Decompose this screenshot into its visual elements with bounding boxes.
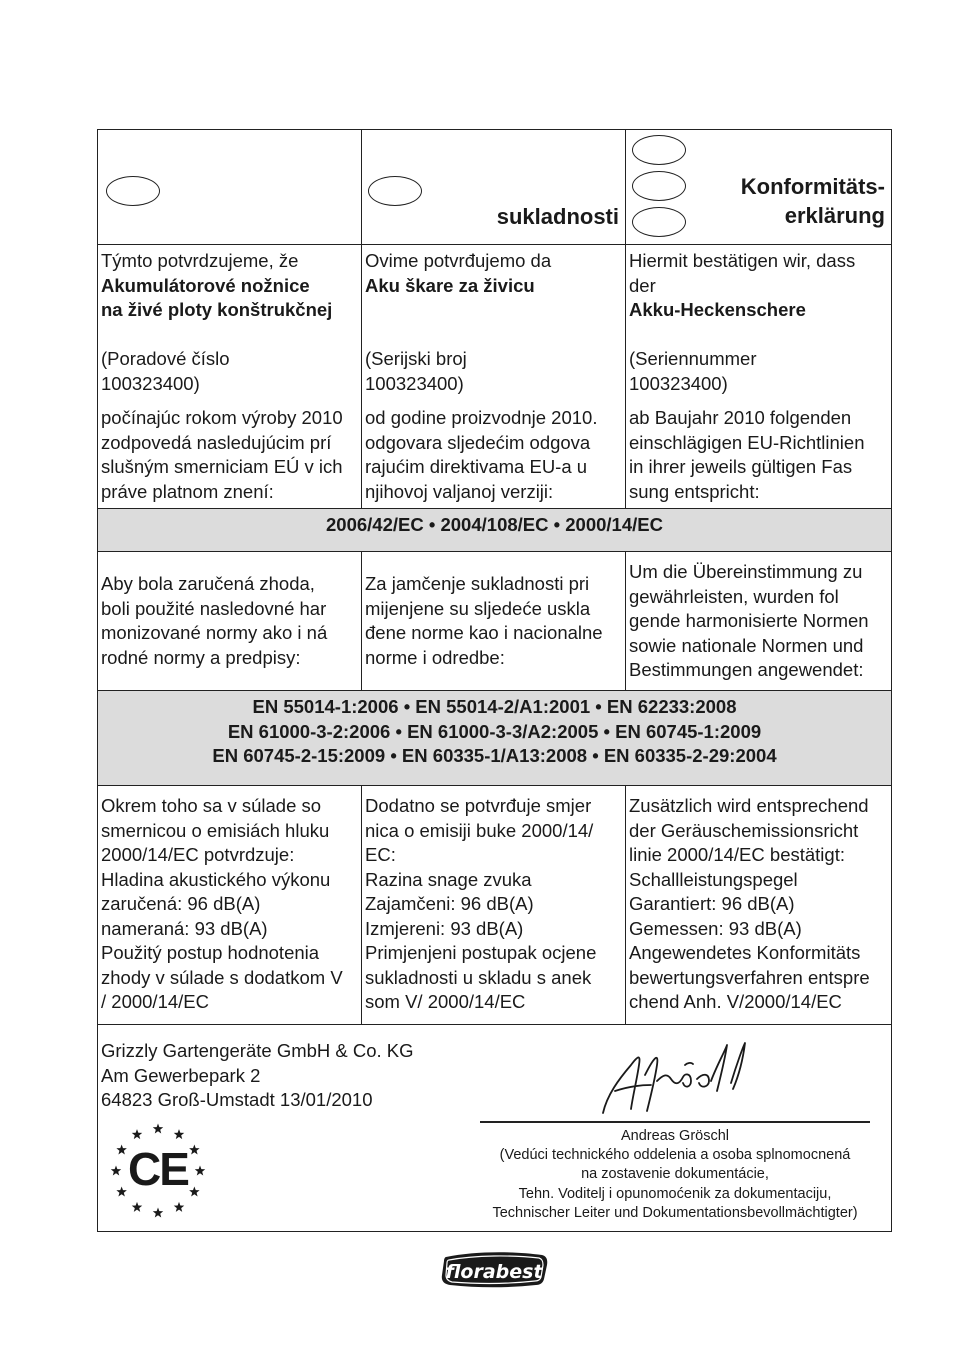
- intro-cell-sk: Týmto potvrdzujeme, že Akumulátorové nožnice na živé ploty konštrukčnej (Poradové číslo 100323400) počínajúc rokom výroby 2010 zodpovedá nasledujúcim prí slušným smerniciam EÚ v ich práve platnom znení:: [98, 245, 362, 509]
- signer-block: Andreas Gröschl (Vedúci technického oddelenia a osoba splnomocnená na zostavenie dokumentácie, Tehn. Voditelj i opunomoćenik za dokumentaciju, Technischer Leiter und Dokumentationsbevollmächtigter): [470, 1127, 880, 1223]
- norms-cell-hr: Za jamčenje sukladnosti pri mijenjene su sljedeće uskla đene norme kao i nacionalne norme i odredbe:: [362, 552, 626, 691]
- intro-row: [98, 245, 892, 509]
- norms-cell-de: Um die Übereinstimmung zu gewährleisten, wurden fol gende harmonisierte Normen sowie nationale Normen und Bestimmungen angewendet:: [626, 552, 892, 691]
- eu-star-icon: [174, 1129, 184, 1139]
- norms-row: [98, 552, 892, 691]
- eu-star-icon: [189, 1145, 199, 1155]
- signature-line: [480, 1121, 870, 1123]
- florabest-logo: [438, 1245, 550, 1289]
- signer-name: Andreas Gröschl: [621, 1128, 729, 1144]
- eu-star-icon: [116, 1187, 126, 1197]
- standards-row: [98, 691, 892, 786]
- eu-star-icon: [111, 1166, 121, 1176]
- noise-cell-de: Zusätzlich wird entsprechend der Geräuschemissionsricht linie 2000/14/EC bestätigt: Schallleistungspegel Garantiert: 96 dB(A) Gemessen: 93 dB(A) Angewendetes Konformitäts bewertungsverfahren entspre chend Anh. V/2000/14/EC: [626, 786, 892, 1025]
- language-oval-icon: [632, 171, 686, 201]
- signature-image: [593, 1035, 773, 1121]
- header-title-de: Konformitäts- erklärung: [740, 174, 885, 228]
- declaration-document: [97, 129, 891, 1229]
- language-oval-icon: [632, 135, 686, 165]
- conformity-table: [97, 129, 892, 1232]
- language-oval-icon: [368, 176, 422, 206]
- directives-row: [98, 509, 892, 552]
- header-cell-sk: [98, 130, 362, 245]
- eu-star-icon: [132, 1202, 142, 1212]
- eu-star-icon: [174, 1202, 184, 1212]
- eu-star-icon: [189, 1187, 199, 1197]
- language-oval-icon: [106, 176, 160, 206]
- header-title-hr: sukladnosti: [496, 204, 619, 229]
- eu-star-icon: [153, 1208, 163, 1218]
- eu-star-icon: [153, 1124, 163, 1134]
- eu-star-icon: [195, 1166, 205, 1176]
- ce-eu-stars-icon: [104, 1121, 212, 1221]
- intro-cell-de: Hiermit bestätigen wir, dass der Akku-Heckenschere (Seriennummer 100323400) ab Baujahr 2010 folgenden einschlägigen EU-Richtlinien in ihrer jeweils gültigen Fas sung entspricht:: [626, 245, 892, 509]
- eu-star-icon: [132, 1129, 142, 1139]
- intro-cell-hr: Ovime potvrđujemo da Aku škare za živicu (Serijski broj 100323400) od godine proizvodnje 2010. odgovara sljedećim odgova rajućim direktivama EU-a u njihovoj valjanoj verziji:: [362, 245, 626, 509]
- language-oval-icon: [632, 207, 686, 237]
- ce-mark: CE: [128, 1143, 188, 1195]
- standards-list: [98, 691, 892, 786]
- standards-line: EN 60745-2-15:2009 • EN 60335-1/A13:2008 • EN 60335-2-29:2004: [212, 745, 777, 766]
- noise-row: [98, 786, 892, 1025]
- header-cell-hr: [362, 130, 626, 245]
- company-address: Grizzly Gartengeräte GmbH & Co. KG Am Gewerbepark 2 64823 Groß-Umstadt 13/01/2010: [101, 1040, 414, 1110]
- footer-cell: [98, 1025, 892, 1232]
- norms-cell-sk: Aby bola zaručená zhoda, boli použité nasledovné har monizované normy ako i ná rodné normy a predpisy:: [98, 552, 362, 691]
- header-cell-de: [626, 130, 892, 245]
- noise-cell-hr: Dodatno se potvrđuje smjer nica o emisiji buke 2000/14/ EC: Razina snage zvuka Zajamčeni: 96 dB(A) Izmjereni: 93 dB(A) Primjenjeni postupak ocjene sukladnosti u skladu s anek som V/ 2000/14/EC: [362, 786, 626, 1025]
- eu-star-icon: [116, 1145, 126, 1155]
- header-row: [98, 130, 892, 245]
- standards-line: EN 55014-1:2006 • EN 55014-2/A1:2001 • EN 62233:2008: [252, 696, 737, 717]
- noise-cell-sk: Okrem toho sa v súlade so smernicou o emisiách hluku 2000/14/EC potvrdzuje: Hladina akustického výkonu zaručená: 96 dB(A) nameraná: 93 dB(A) Použitý postup hodnotenia zhody v súlade s dodatkom V / 2000/14/EC: [98, 786, 362, 1025]
- standards-line: EN 61000-3-2:2006 • EN 61000-3-3/A2:2005 • EN 60745-1:2009: [227, 720, 762, 742]
- footer-row: [98, 1025, 892, 1232]
- directives-text: 2006/42/EC • 2004/108/EC • 2000/14/EC: [98, 509, 892, 552]
- brand-logo-text: florabest: [445, 1261, 543, 1283]
